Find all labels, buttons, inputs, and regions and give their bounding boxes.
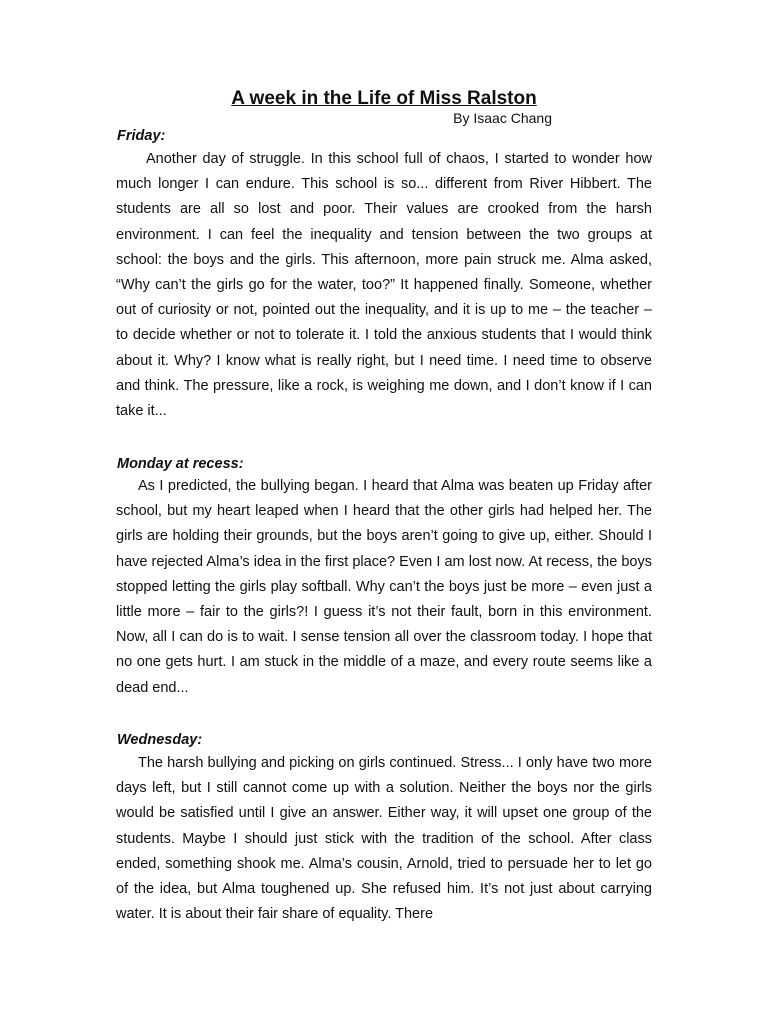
section-text-wednesday: The harsh bullying and picking on girls continued. Stress... I only have two more days left, but I still cannot come up with a solution. Neither the boys nor the girls would be satisfied until I give an answer. Either way, it will upset one group of the students. Maybe I should just stick with the tradition of the school. After class ended, something shook me. Alma’s cousin, Arnold, tried to persuade her to let go of the idea, but Alma toughened up. She refused him. It’s not just about carrying water. It is about their fair share of equality. There: [116, 755, 652, 923]
document-title: A week in the Life of Miss Ralston: [231, 88, 537, 109]
author-byline: By Isaac Chang: [453, 110, 552, 126]
section-heading-friday: Friday:: [117, 128, 166, 144]
section-heading-monday: Monday at recess:: [117, 456, 244, 472]
section-text-monday: As I predicted, the bullying began. I heard that Alma was beaten up Friday after school, but my heart leaped when I heard that the other girls had helped her. The girls are holding their grounds, but the boys aren’t going to give up, either. Should I have rejected Alma’s idea in the first place? Even I am lost now. At recess, the boys stopped letting the girls play softball. Why can’t the boys just be more – even just a little more – fair to the girls?! I guess it’s not their fault, born in this environment. Now, all I can do is to wait. I sense tension all over the classroom today. I hope that no one gets hurt. I am stuck in the middle of a maze, and every route seems like a dead end...: [116, 478, 652, 696]
section-text-friday: Another day of struggle. In this school full of chaos, I started to wonder how much longer I can endure. This school is so... different from River Hibbert. The students are all so lost and poor. Their values are crooked from the harsh environment. I can feel the inequality and tension between the two groups at school: the boys and the girls. This afternoon, more pain struck me. Alma asked, “Why can’t the girls go for the water, too?” It happened finally. Someone, whether out of curiosity or not, pointed out the inequality, and it is up to me – the teacher – to decide whether or not to tolerate it. I told the anxious students that I would think about it. Why? I know what is really right, but I need time. I need time to observe and think. The pressure, like a rock, is weighing me down, and I don’t know if I can take it...: [116, 151, 652, 420]
section-heading-wednesday: Wednesday:: [117, 732, 203, 748]
